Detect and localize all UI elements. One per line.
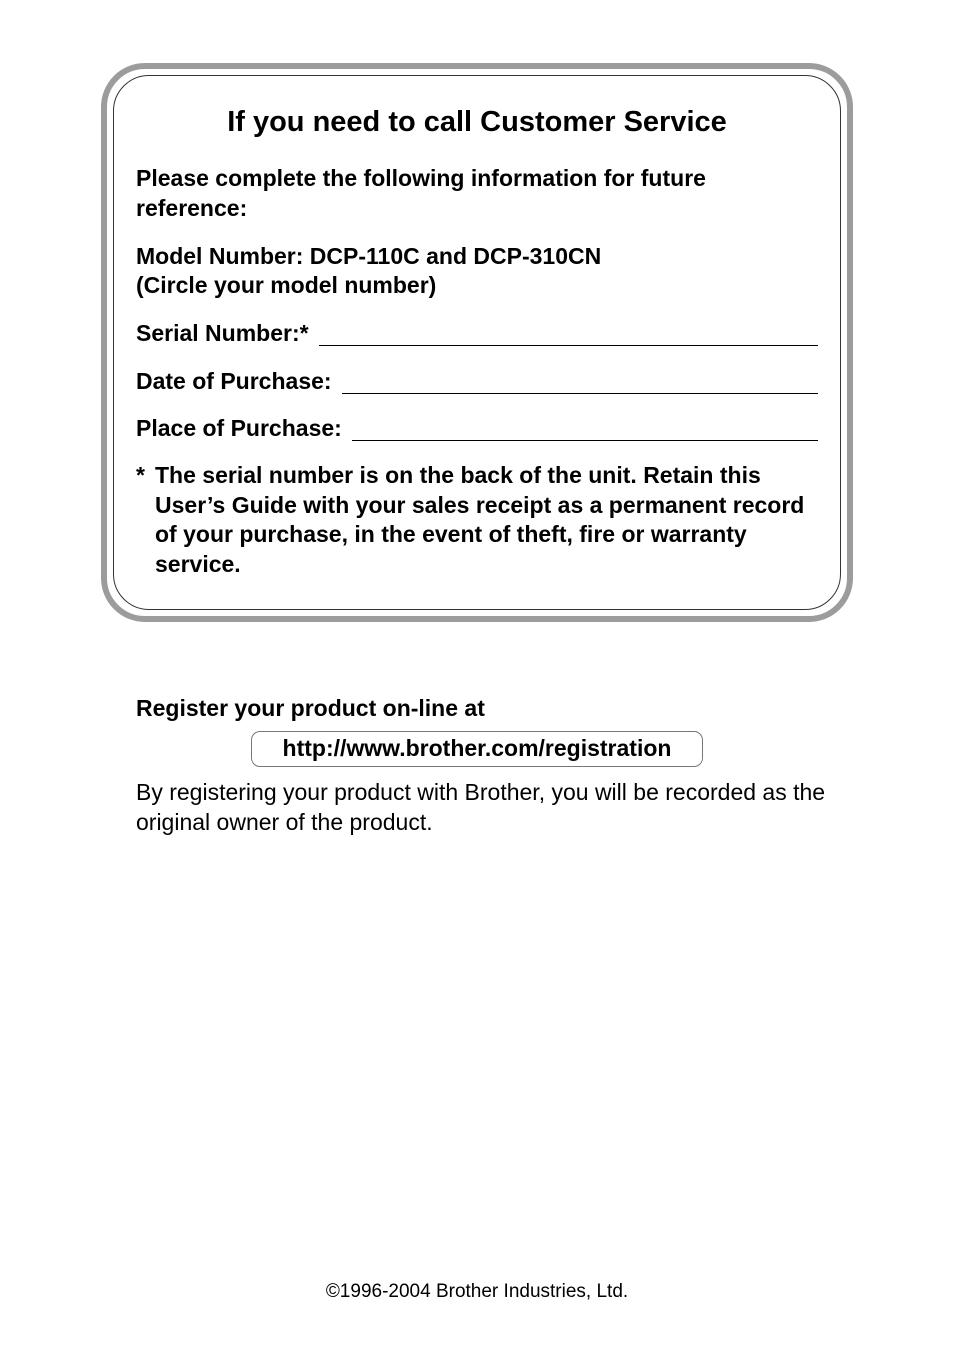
serial-number-note [136, 461, 826, 579]
registration-url-link[interactable]: http://www.brother.com/registration [251, 731, 703, 767]
registration-heading: Register your product on-line at [136, 695, 485, 721]
serial-number-row [136, 318, 818, 348]
place-of-purchase-field[interactable] [352, 439, 818, 441]
date-of-purchase-field[interactable] [342, 392, 818, 394]
place-of-purchase-row [136, 413, 818, 443]
intro-line-1: Please complete the following information for future [136, 165, 706, 191]
model-number-line: Model Number: DCP-110C and DCP-310CN [136, 243, 602, 269]
serial-number-field[interactable] [319, 344, 818, 346]
serial-number-label: Serial Number:* [136, 320, 309, 346]
registration-body-text: By registering your product with Brother, you will be recorded as the original owner of the product. [136, 779, 826, 835]
model-number-hint: (Circle your model number) [136, 272, 437, 298]
intro-line-2: reference: [136, 195, 248, 221]
customer-service-title: If you need to call Customer Service [227, 106, 727, 138]
date-of-purchase-row [136, 366, 818, 396]
date-of-purchase-label: Date of Purchase: [136, 368, 332, 394]
note-text: The serial number is on the back of the unit. Retain this User’s Guide with your sales receipt as a permanent record of your purchase, in the event of theft, fire or warranty service. [155, 462, 805, 577]
place-of-purchase-label: Place of Purchase: [136, 415, 342, 441]
note-marker: * [136, 462, 145, 488]
copyright-footer: ©1996-2004 Brother Industries, Ltd. [325, 1281, 629, 1302]
